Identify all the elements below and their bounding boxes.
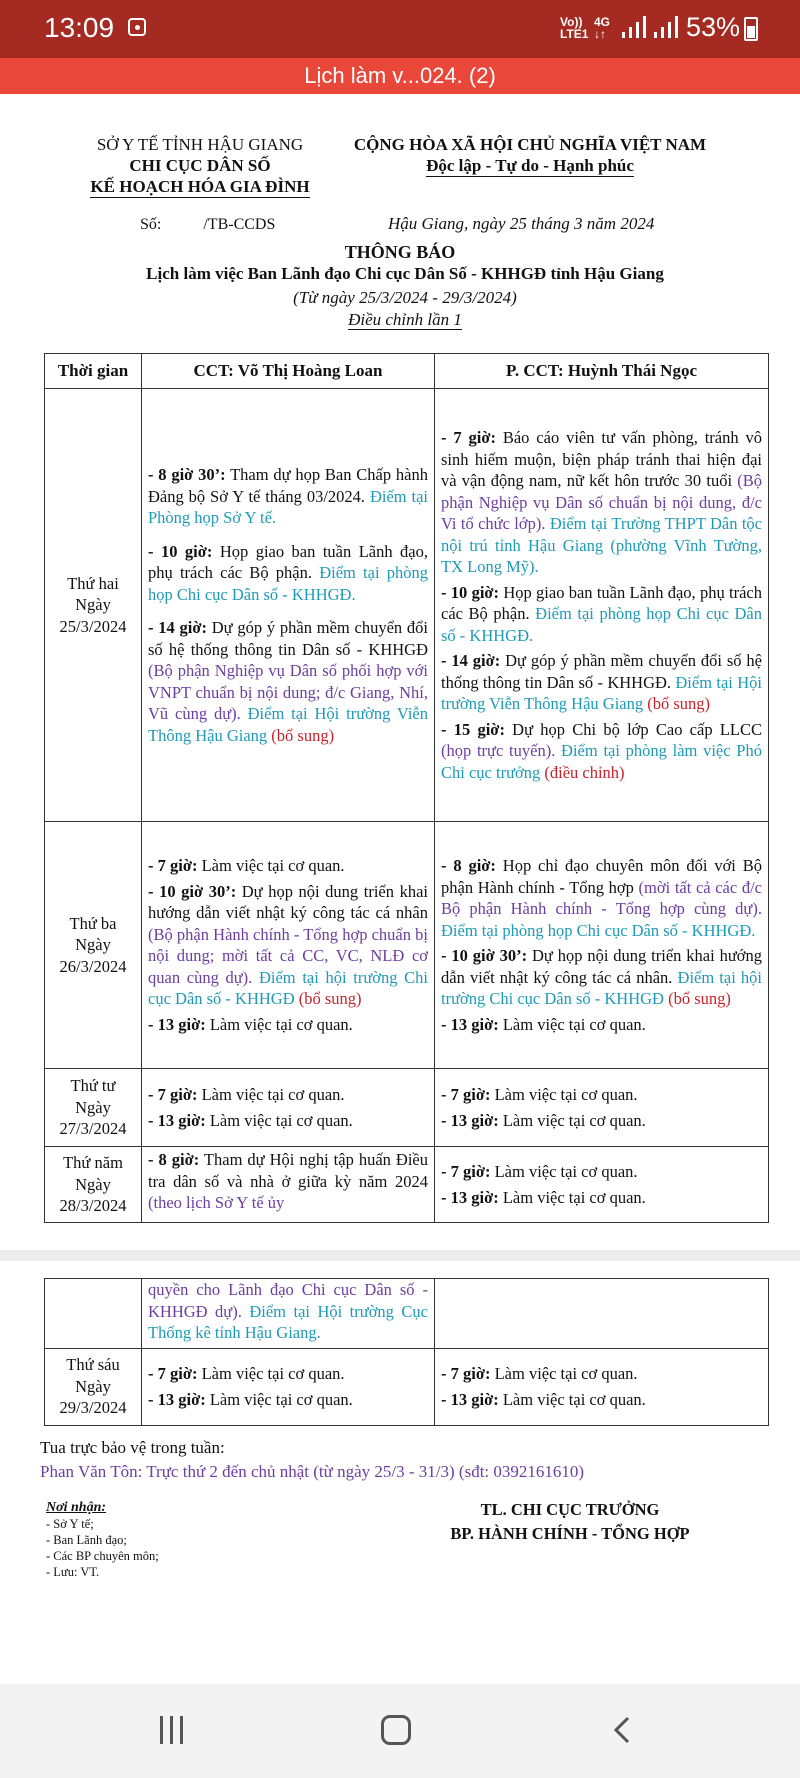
doc-number-value: /TB-CCDS (203, 216, 276, 233)
header-time: Thời gian (45, 354, 142, 389)
entry-time: - 10 giờ: (148, 541, 213, 561)
entry-location: Điểm tại phòng họp Chi cục Dân số - KHHGĐ. (441, 920, 756, 940)
director-cell (142, 1348, 435, 1425)
entry-status: (bổ sung) (643, 694, 711, 713)
schedule-entry (441, 1389, 762, 1411)
schedule-entry (441, 427, 762, 578)
schedule-table-continued (44, 1278, 769, 1426)
recent-apps-icon[interactable] (158, 1716, 186, 1744)
director-cell (142, 1147, 435, 1223)
entry-time: - 13 giờ: (148, 1389, 206, 1409)
schedule-entry (148, 855, 428, 877)
day-date: 26/3/2024 (59, 956, 127, 976)
deputy-cell (435, 1147, 769, 1223)
page-break (0, 1250, 800, 1261)
entry-text: Làm việc tại cơ quan. (205, 1110, 353, 1130)
deputy-cell (435, 822, 769, 1069)
back-icon[interactable] (612, 1716, 632, 1744)
signature-department: BP. HÀNH CHÍNH - TỔNG HỢP (450, 1524, 690, 1543)
schedule-entry (148, 881, 428, 1010)
entry-note: (mời tất cả các đ/c Bộ phận Hành chính - Tổng hợp cùng dự). (441, 877, 762, 918)
entry-text: Làm việc tại cơ quan. (197, 856, 345, 875)
entry-text: Làm việc tại cơ quan. (490, 1085, 638, 1104)
schedule-entry (441, 945, 762, 1010)
entry-time: - 8 giờ: (441, 856, 496, 875)
header-deputy: P. CCT: Huỳnh Thái Ngọc (435, 354, 769, 389)
document-date: Hậu Giang, ngày 25 tháng 3 năm 2024 (388, 214, 655, 233)
signature-block (380, 1498, 760, 1546)
battery-icon (744, 17, 758, 41)
day-name: Thứ tư (70, 1076, 116, 1096)
entry-time: - 10 giờ 30’: (441, 946, 528, 965)
day-cell (45, 1147, 142, 1223)
day-label: Ngày (75, 1097, 111, 1117)
signal-icon (620, 16, 646, 38)
entry-time: - 13 giờ: (148, 1014, 206, 1034)
schedule-entry (441, 1161, 762, 1183)
country-name: CỘNG HÒA XÃ HỘI CHỦ NGHĨA VIỆT NAM (353, 135, 707, 154)
entry-text: Dự họp nội dung triển khai hướng dẫn viết nhật ký công tác cá nhân (148, 881, 428, 922)
agency-name: CHI CỤC DÂN SỐ (129, 156, 271, 175)
recipients-heading: Nơi nhận: (46, 1500, 107, 1515)
notification-app-icon (128, 18, 146, 36)
entry-text: Làm việc tại cơ quan. (498, 1014, 646, 1034)
volte-label: Vo)) (560, 15, 583, 29)
recipients-block (46, 1500, 159, 1580)
schedule-entry (148, 617, 428, 746)
day-name: Thứ sáu (66, 1355, 120, 1375)
entry-note: (Bộ phận Nghiệp vụ Dân số chuẩn bị nội dung, đ/c Vi tổ chức lớp). (441, 471, 762, 533)
day-cell (45, 1348, 142, 1425)
schedule-entry (148, 1110, 428, 1132)
day-cell (45, 822, 142, 1069)
entry-location: Điểm tại phòng họp Chi cục Dân số - KHHGĐ. (441, 604, 762, 645)
schedule-entry (148, 1084, 428, 1106)
recipient-item: - Lưu: VT. (46, 1565, 100, 1579)
table-header-row (45, 354, 769, 389)
day-name: Thứ hai (67, 573, 119, 593)
entry-text: Làm việc tại cơ quan. (498, 1110, 646, 1130)
deputy-cell (435, 1279, 769, 1349)
network-4g-label: 4G (594, 15, 611, 29)
agency-parent: SỞ Y TẾ TỈNH HẬU GIANG (96, 135, 304, 154)
day-name: Thứ năm (63, 1153, 123, 1173)
motto: Độc lập - Tự do - Hạnh phúc (426, 156, 634, 175)
navigation-bar (0, 1684, 800, 1778)
entry-text: Làm việc tại cơ quan. (498, 1389, 646, 1409)
entry-time: - 13 giờ: (441, 1389, 499, 1409)
data-arrows-icon: ↓↑ (594, 27, 606, 41)
document-title-bar[interactable]: Lịch làm v...024. (2) (0, 58, 800, 94)
notice-title: THÔNG BÁO (344, 242, 456, 262)
schedule-entry (148, 1149, 428, 1214)
entry-time: - 7 giờ: (441, 1364, 491, 1383)
schedule-entry (441, 1363, 762, 1385)
entry-time: - 13 giờ: (441, 1014, 499, 1034)
entry-note: (Bộ phận Nghiệp vụ Dân số phối hợp với VNPT chuẩn bị nội dung; đ/c Giang, Nhí, Vũ cùng dự). (148, 661, 428, 723)
network-4g-indicator (594, 16, 610, 40)
duty-roster (40, 1436, 584, 1484)
notice-date-range: (Từ ngày 25/3/2024 - 29/3/2024) (293, 288, 517, 307)
entry-time: - 13 giờ: (441, 1110, 499, 1130)
schedule-entry-continued (148, 1279, 428, 1344)
schedule-entry (148, 541, 428, 606)
entry-text: Làm việc tại cơ quan. (490, 1364, 638, 1383)
entry-note: quyền cho Lãnh đạo Chi cục Dân số - KHHGĐ dự). (148, 1280, 428, 1321)
agency-header (80, 134, 320, 198)
entry-text: Làm việc tại cơ quan. (197, 1364, 345, 1383)
entry-time: - 7 giờ: (441, 1162, 491, 1181)
entry-time: - 8 giờ 30’: (148, 465, 226, 484)
entry-location: Điểm tại hội trường Chi cục Dân số - KHHGĐ (148, 967, 428, 1008)
entry-location: Điểm tại Hội trường Viễn Thông Hậu Giang (148, 704, 428, 745)
header-director: CCT: Võ Thị Hoàng Loan (142, 354, 435, 389)
deputy-cell (435, 389, 769, 822)
signature-title: TL. CHI CỤC TRƯỞNG (480, 1500, 660, 1519)
entry-time: - 7 giờ: (148, 1085, 198, 1104)
entry-time: - 13 giờ: (148, 1110, 206, 1130)
entry-location: Điểm tại Trường THPT Dân tộc nội trú tỉnh Hậu Giang (phường Vĩnh Tường, TX Long Mỹ). (441, 514, 762, 576)
entry-location: Điểm tại phòng làm việc Phó Chi cục trưởng (441, 741, 762, 782)
table-row (45, 1147, 769, 1223)
entry-text: Dự góp ý phần mềm chuyển đổi số hệ thống thông tin Dân số - KHHGĐ. (441, 651, 762, 692)
schedule-entry (148, 464, 428, 529)
deputy-cell (435, 1069, 769, 1147)
schedule-entry (441, 719, 762, 784)
table-row (45, 1279, 769, 1349)
entry-time: - 10 giờ: (441, 582, 500, 602)
day-date: 27/3/2024 (59, 1119, 127, 1139)
entry-time: - 14 giờ: (441, 651, 501, 670)
entry-text: Làm việc tại cơ quan. (498, 1187, 646, 1207)
battery-percent: 53% (686, 12, 741, 42)
day-date: 25/3/2024 (59, 616, 127, 636)
table-row (45, 389, 769, 822)
day-cell (45, 1069, 142, 1147)
national-header (345, 134, 715, 177)
adjustment-label: Điều chỉnh lần 1 (348, 310, 462, 329)
entry-text: Họp giao ban tuần Lãnh đạo, phụ trách các Bộ phận. (441, 582, 762, 623)
entry-note: (Bộ phận Hành chính - Tổng hợp chuẩn bị nội dung; mời tất cả CC, VC, NLĐ cơ quan cùng dự). (148, 924, 428, 987)
director-cell (142, 822, 435, 1069)
entry-text: Làm việc tại cơ quan. (205, 1389, 353, 1409)
status-bar (0, 0, 800, 58)
entry-text: Làm việc tại cơ quan. (490, 1162, 638, 1181)
entry-location: Điểm tại Hội trường Cục Thống kê tỉnh Hậu Giang. (148, 1301, 428, 1342)
entry-location: Điểm tại phòng họp Chi cục Dân số - KHHGĐ. (148, 563, 429, 604)
entry-location: Điểm tại Phòng họp Sở Y tế. (148, 486, 429, 527)
day-date: 29/3/2024 (59, 1398, 127, 1418)
day-label: Ngày (75, 935, 111, 955)
schedule-entry (441, 1110, 762, 1132)
table-row (45, 1069, 769, 1147)
entry-time: - 7 giờ: (148, 856, 198, 875)
notice-subtitle: Lịch làm việc Ban Lãnh đạo Chi cục Dân Số - KHHGĐ tỉnh Hậu Giang (146, 264, 664, 283)
document-number (140, 216, 275, 234)
entry-status: (điều chỉnh) (540, 762, 625, 782)
notice-adjustment (0, 310, 800, 330)
entry-time: - 8 giờ: (148, 1150, 200, 1169)
day-label: Ngày (75, 1376, 111, 1396)
doc-number-label: Số: (140, 216, 162, 233)
entry-text: Báo cáo viên tư vấn phòng, tránh vô sinh hiếm muộn, biện pháp tránh thai hiện đại và vận động nam, nữ kết hôn trước 30 tuổi (441, 428, 762, 490)
entry-location: Điểm tại Hội trường Viễn Thông Hậu Giang (441, 672, 762, 713)
duty-label: Tua trực bảo vệ trong tuần: (40, 1438, 225, 1457)
volte-indicator (560, 16, 588, 40)
home-icon[interactable] (381, 1715, 411, 1745)
day-name: Thứ ba (69, 913, 117, 933)
entry-time: - 15 giờ: (441, 719, 505, 739)
day-label: Ngày (75, 595, 111, 615)
day-label: Ngày (75, 1174, 111, 1194)
entry-text: Làm việc tại cơ quan. (205, 1014, 353, 1034)
agency-name-2: KẾ HOẠCH HÓA GIA ĐÌNH (90, 177, 310, 196)
director-cell (142, 1069, 435, 1147)
entry-time: - 7 giờ: (441, 428, 496, 447)
lte-label: LTE1 (560, 27, 589, 41)
entry-time: - 7 giờ: (148, 1364, 198, 1383)
signal-icon-2 (652, 16, 678, 38)
schedule-entry (441, 650, 762, 715)
recipient-item: - Các BP chuyên môn; (46, 1549, 159, 1563)
entry-text: Họp giao ban tuần Lãnh đạo, phụ trách các Bộ phận. (148, 541, 428, 582)
entry-time: - 7 giờ: (441, 1085, 491, 1104)
entry-text: Tham dự họp Ban Chấp hành Đảng bộ Sở Y tế tháng 03/2024. (148, 465, 428, 506)
table-row (45, 822, 769, 1069)
entry-location: Điểm tại hội trường Chi cục Dân số - KHHGĐ (441, 967, 762, 1008)
day-cell (45, 1279, 142, 1349)
entry-text: Tham dự Hội nghị tập huấn Điều tra dân số và nhà ở giữa kỳ năm 2024 (148, 1150, 428, 1191)
entry-text: Dự họp nội dung triển khai hướng dẫn viết nhật ký công tác cá nhân. (441, 946, 762, 987)
entry-time: - 14 giờ: (148, 618, 207, 637)
schedule-entry (441, 582, 762, 647)
schedule-entry (441, 855, 762, 941)
schedule-entry (148, 1389, 428, 1411)
entry-text: Dự góp ý phần mềm chuyển đổi số hệ thống thông tin Dân số - KHHGĐ (148, 618, 429, 659)
duty-person: Phan Văn Tôn: Trực thứ 2 đến chủ nhật (từ ngày 25/3 - 31/3) (sđt: 0392161610) (40, 1462, 585, 1481)
schedule-table (44, 353, 769, 1223)
day-cell (45, 389, 142, 822)
schedule-entry (148, 1363, 428, 1385)
entry-note: (họp trực tuyến). (441, 741, 556, 760)
entry-text: Dự họp Chi bộ lớp Cao cấp LLCC (504, 719, 762, 739)
entry-status: (bổ sung) (267, 725, 335, 745)
schedule-entry (148, 1014, 428, 1036)
schedule-entry (441, 1014, 762, 1036)
entry-text: Họp chỉ đạo chuyên môn đối với Bộ phận Hành chính - Tổng hợp (441, 856, 762, 897)
entry-note: (theo lịch Sở Y tế ủy (148, 1193, 285, 1212)
table-row (45, 1348, 769, 1425)
director-cell (142, 1279, 435, 1349)
entry-status: (bổ sung) (294, 989, 362, 1008)
schedule-entry (441, 1187, 762, 1209)
director-cell (142, 389, 435, 822)
schedule-entry (441, 1084, 762, 1106)
recipient-item: - Sở Y tế; (46, 1517, 94, 1531)
entry-text: Làm việc tại cơ quan. (197, 1085, 345, 1104)
entry-time: - 10 giờ 30’: (148, 881, 237, 901)
entry-status: (bổ sung) (663, 989, 731, 1008)
entry-time: - 13 giờ: (441, 1187, 499, 1207)
deputy-cell (435, 1348, 769, 1425)
day-date: 28/3/2024 (59, 1196, 127, 1216)
recipient-item: - Ban Lãnh đạo; (46, 1533, 127, 1547)
clock: 13:09 (44, 12, 115, 43)
